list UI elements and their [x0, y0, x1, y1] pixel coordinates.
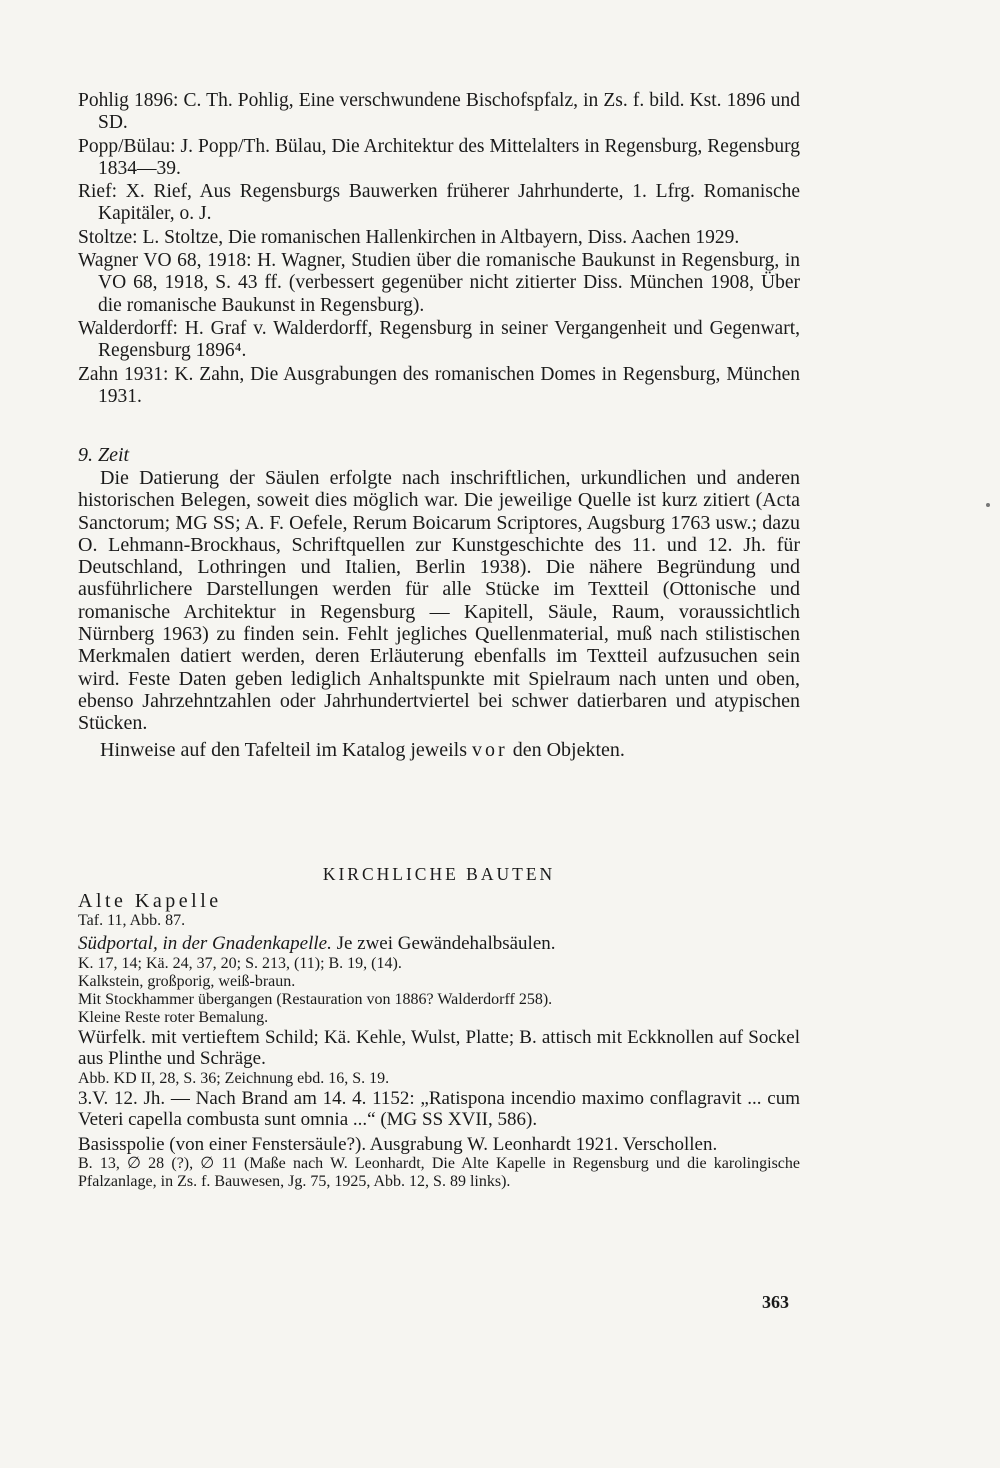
spaced-text: vor	[472, 738, 508, 761]
restoration-note: Mit Stockhammer übergangen (Restauration von 1886? Walderdorff 258).	[78, 990, 553, 1008]
measurements: K. 17, 14; Kä. 24, 37, 20; S. 213, (11); B. 19, (14).	[78, 954, 402, 972]
literature-entry: Wagner VO 68, 1918: H. Wagner, Studien über die romanische Baukunst in Regensburg, in VO 68, 1918, S. 43 ff. (verbessert gegenüber nicht zitierter Diss. München 1908, Über die romanische Baukunst in Regensburg).	[78, 250, 800, 316]
page-number: 363	[762, 1292, 789, 1312]
literature-entry: Pohlig 1896: C. Th. Pohlig, Eine verschwundene Bischofspfalz, in Zs. f. bild. Kst. 1896 und SD.	[78, 90, 800, 134]
literature-entry: Zahn 1931: K. Zahn, Die Ausgrabungen des romanischen Domes in Regensburg, München 1931.	[78, 363, 800, 407]
scan-speck	[986, 503, 990, 507]
body-text: den Objekten.	[512, 738, 625, 761]
section-time	[78, 441, 800, 761]
body-text: Hinweise auf den Tafelteil im Katalog jeweils	[100, 738, 468, 761]
literature-entry: Stoltze: L. Stoltze, Die romanischen Hallenkirchen in Altbayern, Diss. Aachen 1929.	[78, 226, 740, 248]
entry-text: Je zwei Gewändehalbsäulen.	[336, 933, 556, 954]
literature-entry: Rief: X. Rief, Aus Regensburgs Bauwerken früherer Jahrhunderte, 1. Lfrg. Romanische Kapitäler, o. J.	[78, 181, 800, 225]
material: Kalkstein, großporig, weiß-braun.	[78, 972, 296, 990]
catalog-section	[78, 890, 800, 1191]
paint-note: Kleine Reste roter Bemalung.	[78, 1008, 269, 1026]
measurements: B. 13, ∅ 28 (?), ∅ 11 (Maße nach W. Leonhardt, Die Alte Kapelle in Regensburg und die karolingische Pfalzanlage, in Zs. f. Bauwesen, Jg. 75, 1925, Abb. 12, S. 89 links).	[78, 1155, 800, 1190]
body-paragraph: Die Datierung der Säulen erfolgte nach inschriftlichen, urkundlichen und anderen historischen Belegen, soweit dies möglich war. Die jeweilige Quelle ist kurz zitiert (Acta Sanctorum; MG SS; A. F. Oefele, Rerum Boicarum Scriptores, Augsburg 1763 usw.; dazu O. Lehmann-Brockhaus, Schriftquellen zur Kunstgeschichte des 11. und 12. Jh. für Deutschland, Lothringen und Italien, Berlin 1938). Die nähere Begründung und ausführlichere Darstellungen werden für alle Stücke im Textteil (Ottonische und romanische Architektur in Regensburg — Kapitell, Säule, Raum, voraussichtlich Nürnberg 1963) zu finden sein. Fehlt jegliches Quellenmaterial, muß nach stilistischen Merkmalen datiert werden, deren Erläuterung ebenfalls im Textteil aufzusuchen sein wird. Feste Daten geben lediglich Anhaltspunkte mit Spielraum nach unten und oben, ebenso Jahrzehntzahlen oder Jahrhundertviertel bei schwer datierbaren und atypischen Stücken.	[78, 467, 800, 735]
form-description: Würfelk. mit vertieftem Schild; Kä. Kehle, Wulst, Platte; B. attisch mit Eckknollen auf Sockel aus Plinthe und Schräge.	[78, 1026, 800, 1069]
illustration-reference: Abb. KD II, 28, S. 36; Zeichnung ebd. 16, S. 19.	[78, 1069, 390, 1087]
literature-list	[78, 90, 800, 408]
catalog-entry: Basisspolie (von einer Fenstersäule?). Ausgrabung W. Leonhardt 1921. Verschollen.	[78, 1133, 718, 1155]
body-paragraph	[78, 739, 800, 761]
entry-title: Südportal, in der Gnadenkapelle.	[78, 933, 332, 954]
literature-entry: Popp/Bülau: J. Popp/Th. Bülau, Die Architektur des Mittelalters in Regensburg, Regensburg 1834—39.	[78, 135, 800, 179]
dating: 3.V. 12. Jh. — Nach Brand am 14. 4. 1152: „Ratispona incendio maximo conflagravit ... cum Veteri capella combusta sunt omnia ...“ (MG SS XVII, 586).	[78, 1087, 800, 1130]
literature-entry: Walderdorff: H. Graf v. Walderdorff, Regensburg in seiner Vergangenheit und Gegenwart, Regensburg 1896⁴.	[78, 317, 800, 362]
catalog-entry	[78, 933, 800, 955]
catalog-title: Alte Kapelle	[78, 890, 222, 912]
catalog-heading: KIRCHLICHE BAUTEN	[322, 864, 556, 884]
plate-reference: Taf. 11, Abb. 87.	[78, 912, 186, 929]
section-heading: 9. Zeit	[78, 444, 130, 466]
